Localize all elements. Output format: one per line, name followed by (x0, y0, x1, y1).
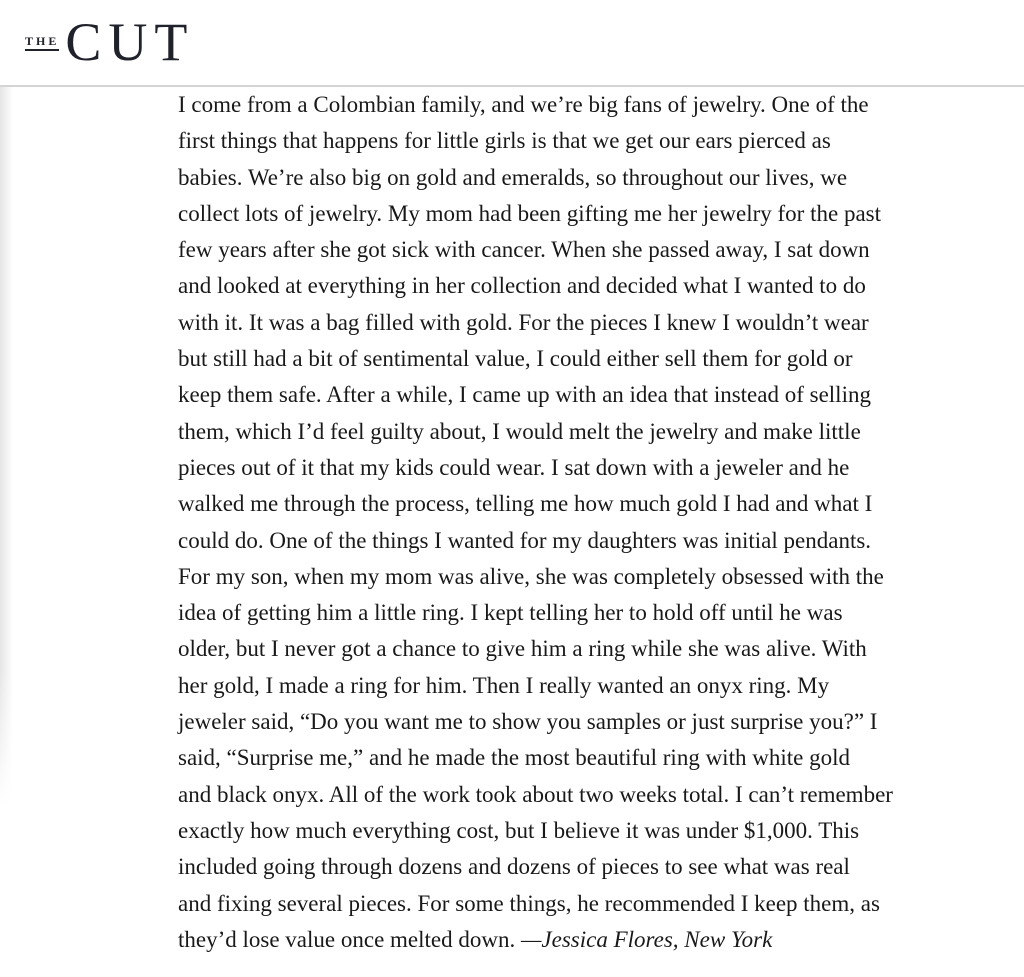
paragraph-line: pieces out of it that my kids could wear. I sat down with a jeweler and he (178, 454, 850, 480)
the-cut-logo[interactable] (25, 12, 195, 72)
paragraph-line: could do. One of the things I wanted for my daughters was initial pendants. (178, 527, 872, 553)
site-header (0, 0, 1024, 87)
paragraph-line: said, “Surprise me,” and he made the most beautiful ring with white gold (178, 745, 850, 771)
attribution: —Jessica Flores, New York (520, 926, 773, 952)
paragraph-closing-line (178, 922, 990, 958)
paragraph-line: with it. It was a bag filled with gold. For the pieces I knew I wouldn’t wear (178, 309, 869, 335)
paragraph-line: and black onyx. All of the work took about two weeks total. I can’t remember (178, 781, 893, 807)
paragraph-line: jeweler said, “Do you want me to show you samples or just surprise you?” I (178, 709, 878, 735)
logo-cut: CUT (65, 12, 195, 72)
logo-the: THE (25, 35, 59, 51)
paragraph-line: exactly how much everything cost, but I believe it was under $1,000. This (178, 817, 860, 843)
paragraph-line: them, which I’d feel guilty about, I would melt the jewelry and make little (178, 418, 861, 444)
paragraph-line: keep them safe. After a while, I came up with an idea that instead of selling (178, 382, 871, 408)
paragraph-line: For my son, when my mom was alive, she was completely obsessed with the (178, 563, 884, 589)
paragraph-line: collect lots of jewelry. My mom had been gifting me her jewelry for the past (178, 200, 881, 226)
paragraph-line: and looked at everything in her collection and decided what I wanted to do (178, 273, 866, 299)
closing-text: they’d lose value once melted down. (178, 926, 521, 952)
paragraph-line: first things that happens for little girls is that we get our ears pierced as (178, 128, 831, 154)
paragraph-line: and fixing several pieces. For some things, he recommended I keep them, as (178, 890, 880, 916)
article-body (178, 87, 990, 958)
paragraph-line: babies. We’re also big on gold and emeralds, so throughout our lives, we (178, 164, 848, 190)
paragraph-line: walked me through the process, telling me how much gold I had and what I (178, 491, 873, 517)
paragraph-line: older, but I never got a chance to give him a ring while she was alive. With (178, 636, 867, 662)
page-edge-shade (0, 87, 13, 807)
paragraph-line: but still had a bit of sentimental value, I could either sell them for gold or (178, 346, 853, 372)
paragraph-line: I come from a Colombian family, and we’re big fans of jewelry. One of the (178, 92, 869, 117)
paragraph-line: few years after she got sick with cancer. When she passed away, I sat down (178, 237, 870, 263)
paragraph-line: idea of getting him a little ring. I kept telling her to hold off until he was (178, 600, 843, 626)
paragraph-line: her gold, I made a ring for him. Then I really wanted an onyx ring. My (178, 672, 830, 698)
paragraph-line: included going through dozens and dozens of pieces to see what was real (178, 854, 850, 880)
